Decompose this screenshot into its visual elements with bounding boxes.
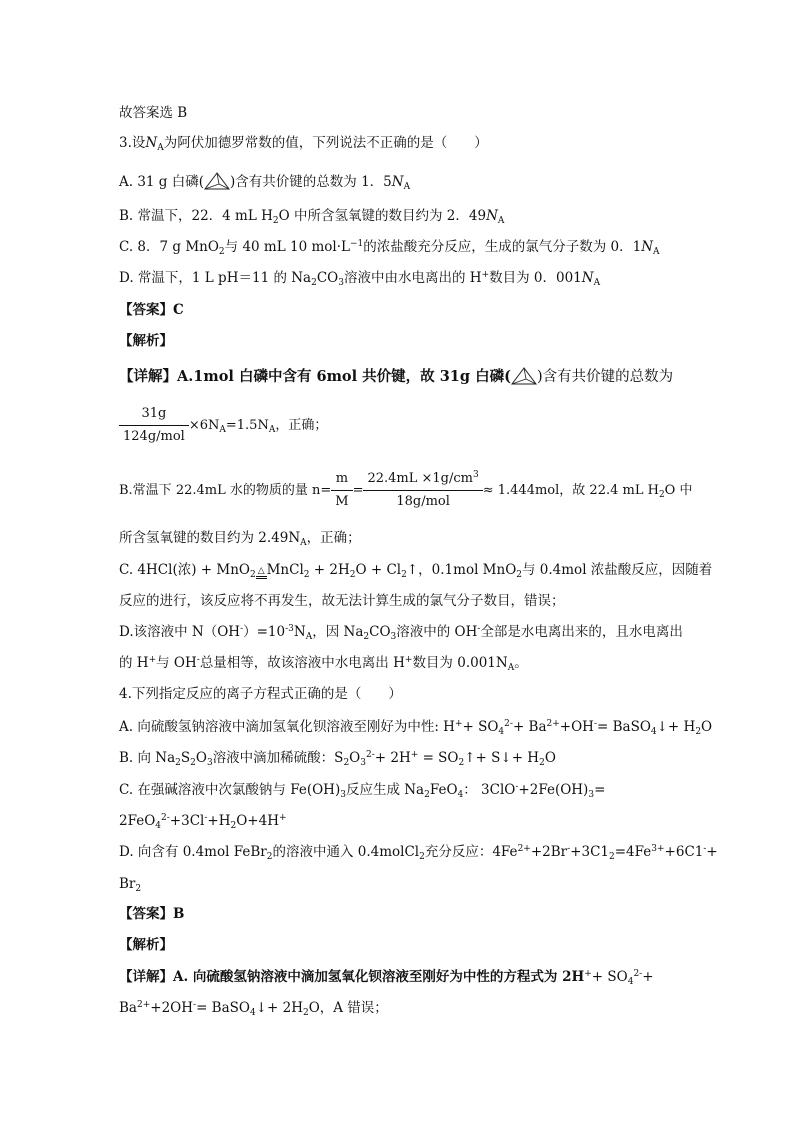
- detail-c: C. 4HCl(浓) + MnO$_2$ △ MnCl$_2$ + $2H_2O$ + $Cl_2↑$，0.1mol MnO$_2$与 0.4mol 浓盐酸反应，因随着: [119, 562, 713, 580]
- q4-option-d-cont: $Br_2$: [119, 876, 142, 894]
- q4-option-b: B. 向 $Na_2S_2O_3$溶液中滴加稀硫酸：$S_2O_3^{2-}+ 2H^+$ = $SO_2↑+$ S↓+ $H_2O$: [119, 750, 556, 768]
- detail-q4-a-cont: $Ba^{2+}+2OH^-=$ BaSO$_4$↓+ $2H_2O$，A 错误；: [119, 1000, 388, 1018]
- q4-option-a: A. 向硫酸氢钠溶液中滴加氢氧化钡溶液至刚好为中性: $H^++ SO_4^{2-}+ Ba^{2+}+OH^-=$ BaSO$_4$↓+ $H_2O$: [119, 719, 713, 737]
- q4-option-c: C. 在强碱溶液中次氯酸钠与 $Fe(OH)_3$反应生成 $Na_2FeO_4$： $3ClO^-+2Fe(OH)_3=$: [119, 782, 606, 800]
- detail-d-cont: 的 H+与 OH-总量相等，故该溶液中水电离出 H+数目为 $0.001N_A$。: [119, 655, 528, 673]
- detail-a-formula: $\frac{31g}{\text{124g/mol}}$ $\times 6N_A=1.5N_A$，正确；: [119, 405, 327, 446]
- q4-option-d: D. 向含有 0.4mol FeBr$_2$的溶液中通入 0.4molCl$_2$充分反应：$4Fe^{2+}+2Br^-+3C1_2=4Fe^{3+}+6C1^-+$: [119, 844, 718, 862]
- option-b: B. 常温下，22．4 mL $H_2O$ 中所含氢氧键的数目约为 2．$49N_A$: [119, 208, 505, 226]
- option-a: A. 31 g 白磷( )含有共价键的总数为 1．$5N_A$: [119, 172, 410, 195]
- answer-label-2: 【答案】B: [119, 906, 185, 922]
- white-phosphorus-icon: [204, 172, 230, 195]
- white-phosphorus-icon: [511, 367, 537, 391]
- analysis-label: 【解析】: [119, 333, 173, 349]
- question-3-stem: 3.设$N_A$为阿伏加德罗常数的值，下列说法不正确的是（ ）: [119, 135, 488, 153]
- question-4-stem: 4.下列指定反应的离子方程式正确的是（ ）: [119, 686, 402, 702]
- analysis-label-2: 【解析】: [119, 937, 173, 953]
- delta-heat-icon: △: [256, 567, 267, 579]
- q4-option-c-cont: $2FeO_4^{2-}+3Cl^-+H_2O+4H^+$: [119, 813, 287, 831]
- option-d: D. 常温下，1 L pH＝11 的 $Na_2CO_3$溶液中由水电离出的 H+数目为 0．$001N_A$: [119, 270, 601, 288]
- answer-label: 【答案】C: [119, 302, 184, 318]
- detail-b-cont: 所含氢氧键的数目约为 $2.49N_A$，正确；: [119, 530, 361, 548]
- detail-q4-a: 【详解】A. 向硫酸氢钠溶液中滴加氢氧化钡溶液至刚好为中性的方程式为 $2H^++ SO_4^{2-}+$: [119, 969, 654, 987]
- detail-a: 【详解】A.1mol 白磷中含有 6mol 共价键，故 31g 白磷( )含有共价键的总数为: [119, 367, 673, 391]
- detail-c-cont: 反应的进行，该反应将不再发生，故无法计算生成的氯气分子数目，错误；: [119, 593, 565, 609]
- detail-d: D.该溶液中 $N(OH^-)=10^{-3}N_A$，因 $Na_2CO_3$溶液中的 OH-全部是水电离出来的，且水电离出: [119, 624, 683, 642]
- answer-line: 故答案选 B: [119, 105, 188, 121]
- option-c: C. 8．7 g MnO$_2$与 40 mL 10 $mol\cdot L^{-1}$的浓盐酸充分反应，生成的氯气分子数为 0．$1N_A$: [119, 239, 660, 257]
- detail-b: B.常温下 22.4mL 水的物质的量 n= $\frac{m}{M}$ = $\frac{22.4mL \times 1g/cm^3}{\text{18g/mol}}$ ≈ 1.444mol，故 22.4 mL $H_2O$ 中: [119, 470, 693, 509]
